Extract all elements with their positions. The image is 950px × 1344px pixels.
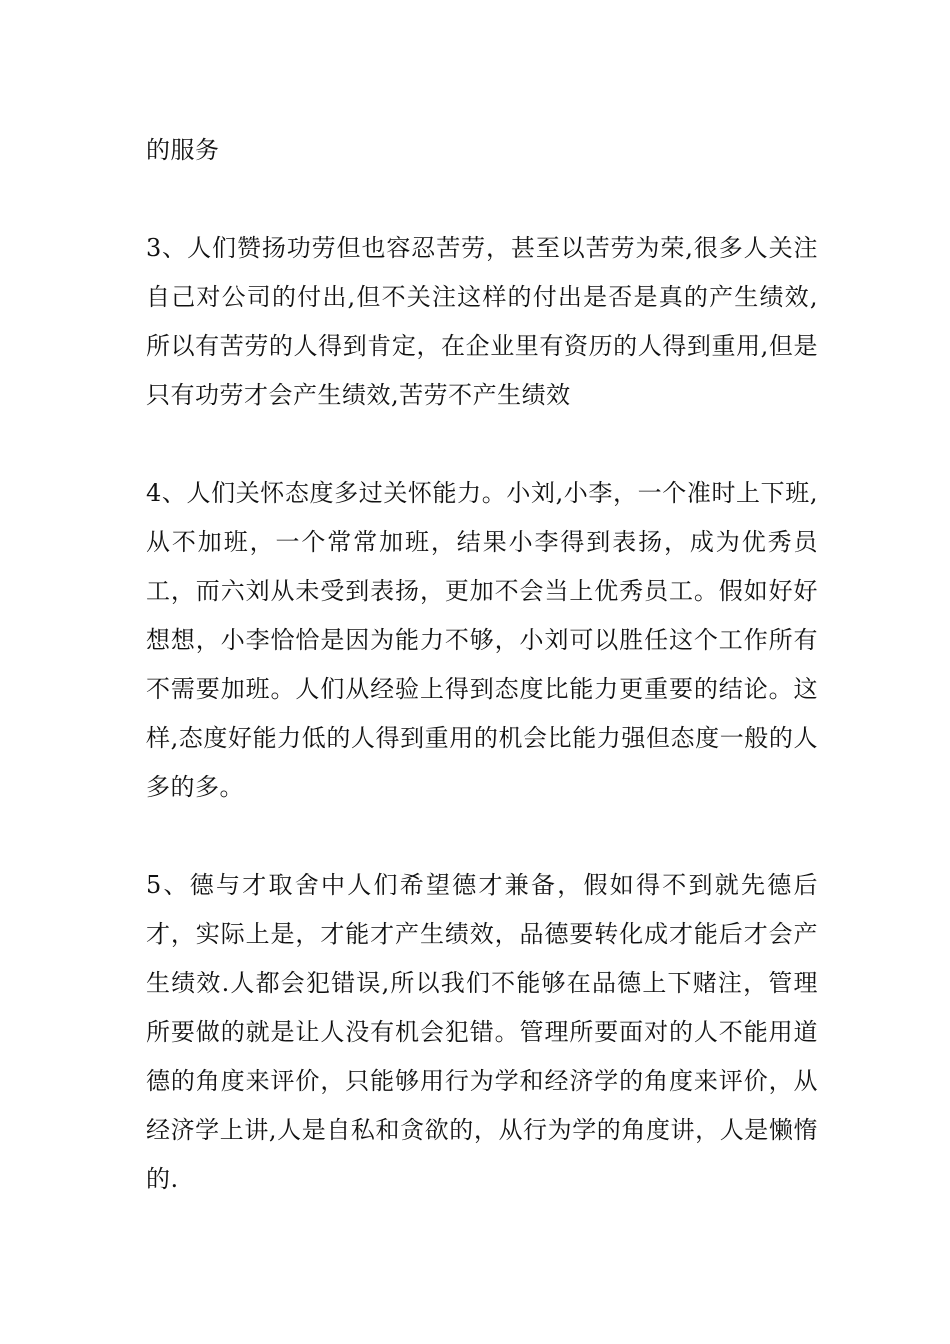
paragraph-point-5: 5、德与才取舍中人们希望德才兼备，假如得不到就先德后才，实际上是，才能才产生绩效，品德要转化成才能后才会产生绩效.人都会犯错误,所以我们不能够在品德上下赌注，管理所要做的就是让人没有机会犯错。管理所要面对的人不能用道德的角度来评价，只能够用行为学和经济学的角度来评价，从经济学上讲,人是自私和贪欲的，从行为学的角度讲，人是懒惰的.: [146, 871, 818, 1193]
paragraph-point-4: 4、人们关怀态度多过关怀能力。小刘,小李，一个准时上下班,从不加班，一个常常加班，结果小李得到表扬，成为优秀员工，而六刘从未受到表扬，更加不会当上优秀员工。假如好好想想，小李恰恰是因为能力不够，小刘可以胜任这个工作所有不需要加班。人们从经验上得到态度比能力更重要的结论。这样,态度好能力低的人得到重用的机会比能力强但态度一般的人多的多。: [146, 479, 818, 801]
paragraph-point-3: 3、人们赞扬功劳但也容忍苦劳，甚至以苦劳为荣,很多人关注自己对公司的付出,但不关注这样的付出是否是真的产生绩效,所以有苦劳的人得到肯定，在企业里有资历的人得到重用,但是只有功劳才会产生绩效,苦劳不产生绩效: [146, 234, 818, 409]
document-body: [146, 126, 818, 1204]
paragraph-continuation: 的服务: [146, 136, 220, 164]
